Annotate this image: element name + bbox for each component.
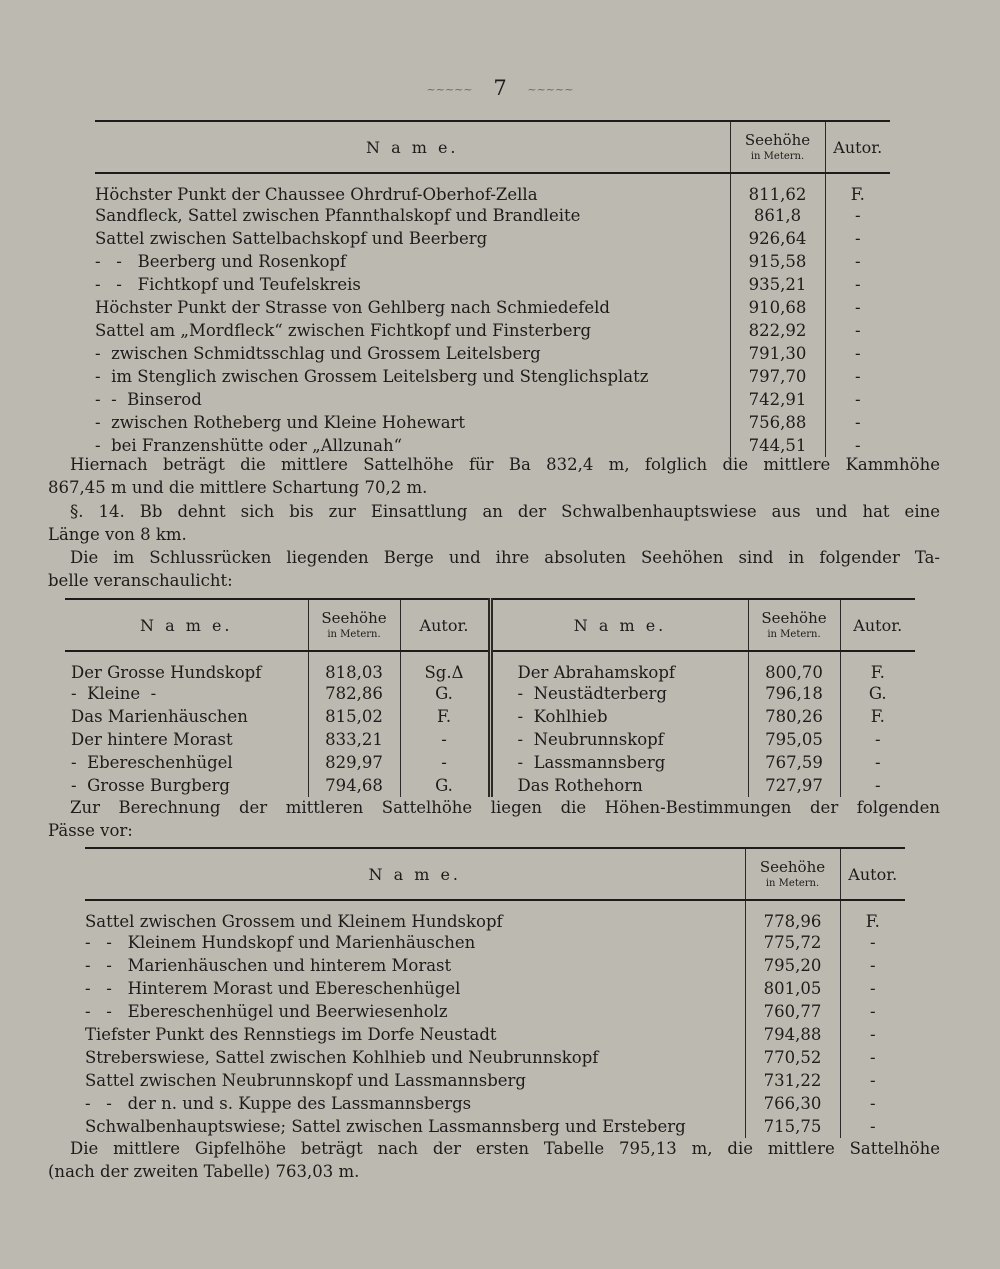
- row-author: -: [825, 296, 890, 319]
- row-name: - Kohlhieb: [490, 705, 748, 728]
- row-name: - Grosse Burgberg: [71, 776, 230, 795]
- peaks-table: [65, 598, 915, 797]
- row-author: G.: [840, 682, 915, 705]
- row-name: - - Marienhäuschen und hinterem Morast: [85, 956, 452, 975]
- row-name: - - Binserod: [95, 390, 202, 409]
- row-name: Streberswiese, Sattel zwischen Kohlhieb und Neubrunnskopf: [85, 1048, 599, 1067]
- table-row: [95, 388, 890, 411]
- row-author: -: [840, 977, 905, 1000]
- row-author: -: [825, 342, 890, 365]
- row-height: 775,72: [745, 931, 840, 954]
- row-height: 797,70: [730, 365, 825, 388]
- row-name: Tiefster Punkt des Rennstiegs im Dorfe Neustadt: [85, 1025, 497, 1044]
- row-name: - im Stenglich zwischen Grossem Leitelsberg und Stenglichsplatz: [95, 367, 649, 386]
- paragraph-line: (nach der zweiten Tabelle) 763,03 m.: [48, 1162, 360, 1181]
- row-height: 715,75: [745, 1115, 840, 1138]
- row-height: 795,20: [745, 954, 840, 977]
- row-name: Das Rothehorn: [490, 774, 748, 797]
- table-header-row: [85, 848, 905, 900]
- table-row: [95, 250, 890, 273]
- row-author: -: [840, 1115, 905, 1138]
- row-author: -: [825, 250, 890, 273]
- row-author: -: [825, 319, 890, 342]
- row-author: F.: [825, 173, 890, 204]
- row-author: -: [825, 411, 890, 434]
- table-row: [65, 728, 915, 751]
- paragraph-table-intro: [48, 546, 940, 592]
- row-name: - - Hinterem Morast und Ebereschenhügel: [85, 979, 461, 998]
- row-height: 731,22: [745, 1069, 840, 1092]
- table-row: [85, 931, 905, 954]
- row-author: -: [825, 365, 890, 388]
- row-height: 800,70: [748, 651, 840, 682]
- row-author: G.: [400, 682, 490, 705]
- row-height: 782,86: [308, 682, 400, 705]
- row-author: -: [825, 434, 890, 457]
- row-height: 833,21: [308, 728, 400, 751]
- table-header-row: [95, 121, 890, 173]
- row-author: -: [825, 227, 890, 250]
- row-height: 727,97: [748, 774, 840, 797]
- row-height: 822,92: [730, 319, 825, 342]
- saddle-table-1: [95, 120, 890, 457]
- row-height: 756,88: [730, 411, 825, 434]
- row-name: Höchster Punkt der Strasse von Gehlberg nach Schmiedefeld: [95, 298, 610, 317]
- row-height: 935,21: [730, 273, 825, 296]
- column-header-author: Autor.: [840, 848, 905, 900]
- row-author: -: [840, 954, 905, 977]
- row-author: -: [825, 204, 890, 227]
- page-number: 7: [493, 76, 507, 100]
- row-height: 780,26: [748, 705, 840, 728]
- table-row: [85, 954, 905, 977]
- paragraph-line: Pässe vor:: [48, 821, 133, 840]
- table-row: [95, 411, 890, 434]
- row-name: Sattel zwischen Neubrunnskopf und Lassmannsberg: [85, 1071, 526, 1090]
- row-author: F.: [840, 651, 915, 682]
- row-height: 742,91: [730, 388, 825, 411]
- table-row: [95, 227, 890, 250]
- row-name: Höchster Punkt der Chaussee Ohrdruf-Oberhof-Zella: [95, 185, 538, 204]
- row-author: -: [400, 751, 490, 774]
- column-header-name: N a m e.: [139, 615, 233, 635]
- row-author: -: [840, 1000, 905, 1023]
- saddle-table-2: [85, 847, 905, 1138]
- row-author: -: [840, 1092, 905, 1115]
- row-name: - - Ebereschenhügel und Beerwiesenholz: [85, 1002, 448, 1021]
- table-row: [85, 977, 905, 1000]
- paragraph-line: 867,45 m und die mittlere Schartung 70,2 m.: [48, 478, 428, 497]
- row-name: - bei Franzenshütte oder „Allzunah“: [95, 436, 403, 455]
- paragraph-section-14: [48, 500, 940, 546]
- table-row: [85, 1115, 905, 1138]
- table-row: [65, 751, 915, 774]
- row-height: 791,30: [730, 342, 825, 365]
- row-height: 861,8: [730, 204, 825, 227]
- row-author: -: [840, 1023, 905, 1046]
- column-header-name: N a m e.: [368, 864, 462, 884]
- row-name: Der Abrahamskopf: [490, 651, 748, 682]
- page-header: [0, 76, 1000, 100]
- row-height: 795,05: [748, 728, 840, 751]
- row-author: -: [840, 728, 915, 751]
- header-ornament-right: ~~~~~: [527, 83, 574, 96]
- row-author: F.: [840, 900, 905, 931]
- column-header-author: Autor.: [840, 599, 915, 651]
- row-author: -: [825, 273, 890, 296]
- row-height: 910,68: [730, 296, 825, 319]
- row-height: 794,68: [308, 774, 400, 797]
- table-row: [95, 273, 890, 296]
- row-height: 770,52: [745, 1046, 840, 1069]
- row-name: - zwischen Rotheberg und Kleine Hohewart: [95, 413, 466, 432]
- table-row: [95, 204, 890, 227]
- row-author: -: [840, 1069, 905, 1092]
- table-row: [65, 682, 915, 705]
- row-height: 811,62: [730, 173, 825, 204]
- table-row: [95, 342, 890, 365]
- paragraph-passes-intro: [48, 796, 940, 842]
- row-author: -: [840, 774, 915, 797]
- paragraph-line: Die im Schlussrücken liegenden Berge und ihre absoluten Seehöhen sind in folgender Ta-: [70, 548, 940, 567]
- column-header-author: Autor.: [825, 121, 890, 173]
- row-name: - - Fichtkopf und Teufelskreis: [95, 275, 361, 294]
- row-height: 778,96: [745, 900, 840, 931]
- table-row: [65, 705, 915, 728]
- row-name: Der hintere Morast: [71, 730, 233, 749]
- row-name: - zwischen Schmidtsschlag und Grossem Leitelsberg: [95, 344, 541, 363]
- row-author: F.: [840, 705, 915, 728]
- row-height: 794,88: [745, 1023, 840, 1046]
- column-header-name: N a m e.: [490, 599, 748, 651]
- row-author: G.: [400, 774, 490, 797]
- row-name: - - der n. und s. Kuppe des Lassmannsbergs: [85, 1094, 472, 1113]
- column-header-height: Seehöhe in Metern.: [745, 848, 840, 900]
- paragraph-line: Hiernach beträgt die mittlere Sattelhöhe für Ba 832,4 m, folglich die mittlere Kammhöhe: [70, 455, 940, 474]
- row-height: 818,03: [308, 651, 400, 682]
- column-header-author: Autor.: [400, 599, 490, 651]
- paragraph-conclusion: [48, 1137, 940, 1183]
- row-height: 915,58: [730, 250, 825, 273]
- paragraph-line: Die mittlere Gipfelhöhe beträgt nach der ersten Tabelle 795,13 m, die mittlere Sattelhöhe: [70, 1139, 940, 1158]
- column-header-height: Seehöhe in Metern.: [730, 121, 825, 173]
- row-author: -: [840, 1046, 905, 1069]
- table-row: [85, 1000, 905, 1023]
- row-author: -: [840, 751, 915, 774]
- table-row: [85, 1023, 905, 1046]
- row-name: - Kleine -: [71, 684, 157, 703]
- paragraph-line: §. 14. Bb dehnt sich bis zur Einsattlung an der Schwalbenhauptswiese aus und hat eine: [70, 502, 940, 521]
- table-header-row: [65, 599, 915, 651]
- table-row: [85, 900, 905, 931]
- row-height: 744,51: [730, 434, 825, 457]
- table-row: [65, 651, 915, 682]
- row-height: 766,30: [745, 1092, 840, 1115]
- row-name: Schwalbenhauptswiese; Sattel zwischen Lassmannsberg und Ersteberg: [85, 1117, 686, 1136]
- row-name: - Neustädterberg: [490, 682, 748, 705]
- row-height: 829,97: [308, 751, 400, 774]
- row-height: 760,77: [745, 1000, 840, 1023]
- column-header-name: N a m e.: [365, 137, 459, 157]
- paragraph-mean-saddle-height: [48, 453, 940, 499]
- row-author: -: [825, 388, 890, 411]
- table-row: [95, 296, 890, 319]
- row-name: - Lassmannsberg: [490, 751, 748, 774]
- paragraph-line: Zur Berechnung der mittleren Sattelhöhe liegen die Höhen-Bestimmungen der folgenden: [70, 798, 940, 817]
- row-author: -: [400, 728, 490, 751]
- row-height: 801,05: [745, 977, 840, 1000]
- row-name: - Neubrunnskopf: [490, 728, 748, 751]
- table-row: [65, 774, 915, 797]
- row-height: 815,02: [308, 705, 400, 728]
- row-author: F.: [400, 705, 490, 728]
- column-header-height: Seehöhe in Metern.: [748, 599, 840, 651]
- row-height: 926,64: [730, 227, 825, 250]
- row-height: 767,59: [748, 751, 840, 774]
- row-height: 796,18: [748, 682, 840, 705]
- table-row: [85, 1046, 905, 1069]
- row-name: - - Beerberg und Rosenkopf: [95, 252, 347, 271]
- column-header-height: Seehöhe in Metern.: [308, 599, 400, 651]
- row-name: - Ebereschenhügel: [71, 753, 233, 772]
- table-row: [85, 1069, 905, 1092]
- row-name: Sattel zwischen Grossem und Kleinem Hundskopf: [85, 912, 503, 931]
- row-author: -: [840, 931, 905, 954]
- row-name: Sattel zwischen Sattelbachskopf und Beerberg: [95, 229, 488, 248]
- paragraph-line: Länge von 8 km.: [48, 525, 187, 544]
- row-name: Das Marienhäuschen: [71, 707, 248, 726]
- row-name: Der Grosse Hundskopf: [71, 663, 262, 682]
- row-name: - - Kleinem Hundskopf und Marienhäuschen: [85, 933, 476, 952]
- table-row: [95, 319, 890, 342]
- table-row: [95, 365, 890, 388]
- row-name: Sandfleck, Sattel zwischen Pfannthalskopf und Brandleite: [95, 206, 581, 225]
- row-name: Sattel am „Mordfleck“ zwischen Fichtkopf und Finsterberg: [95, 321, 592, 340]
- table-row: [85, 1092, 905, 1115]
- header-ornament-left: ~~~~~: [426, 83, 473, 96]
- table-row: [95, 173, 890, 204]
- row-author: Sg.Δ: [400, 651, 490, 682]
- paragraph-line: belle veranschaulicht:: [48, 571, 233, 590]
